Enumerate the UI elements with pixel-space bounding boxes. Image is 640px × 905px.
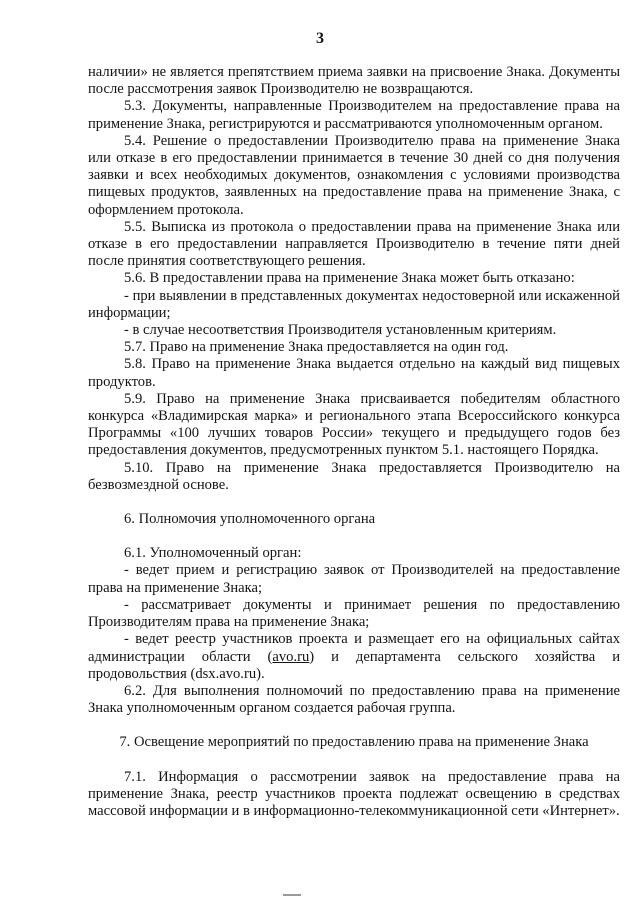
paragraph-5-5: 5.5. Выписка из протокола о предоставлении права на применение Знака или отказе в его предоставлении направляется Производителю в течение пяти дней после принятия соответствующего решения. — [88, 218, 620, 270]
paragraph-6-1-item-3 — [88, 631, 620, 683]
avo-link[interactable]: avo.ru — [272, 648, 310, 665]
paragraph-5-7: 5.7. Право на применение Знака предоставляется на один год. — [124, 339, 509, 356]
paragraph-5-6: 5.6. В предоставлении права на применение Знака может быть отказано: — [124, 270, 575, 287]
paragraph-5-9: 5.9. Право на применение Знака присваивается победителям областного конкурса «Владимирская марка» и регионального этапа Всероссийского конкурса Программы «100 лучших товаров России» текущего и предыдущего годов без предоставления документов, предусмотренных пунктом 5.1. настоящего Порядка. — [88, 390, 620, 459]
paragraph-6-1: 6.1. Уполномоченный орган: — [124, 545, 302, 562]
paragraph-6-1-item-1: - ведет прием и регистрацию заявок от Производителей на предоставление права на применение Знака; — [88, 562, 620, 596]
paragraph-5-6-item-1: - при выявлении в представленных документах недостоверной или искаженной информации; — [88, 287, 620, 321]
paragraph-7-1: 7.1. Информация о рассмотрении заявок на предоставление права на применение Знака, реестр участников проекта подлежат освещению в средствах массовой информации и в информационно-телекоммуникационной сети «Интернет». — [88, 768, 620, 819]
paragraph-5-8: 5.8. Право на применение Знака выдается отдельно на каждый вид пищевых продуктов. — [88, 356, 620, 390]
page-number: 3 — [316, 30, 324, 47]
paragraph-6-2: 6.2. Для выполнения полномочий по предоставлению права на применение Знака уполномоченным органом создается рабочая группа. — [88, 682, 620, 717]
document-body — [88, 64, 620, 820]
section-7-heading: 7. Освещение мероприятий по предоставлению права на применение Знака — [119, 734, 589, 751]
paragraph-5-4: 5.4. Решение о предоставлении Производителю права на применение Знака или отказе в его предоставлении принимается в течение 30 дней со дня получения заявки и всех необходимых документов, ознакомления с условиями производства пищевых продуктов, заявленных на предоставление права на применение Знака, с оформлением протокола. — [88, 132, 620, 218]
paragraph-5-6-item-2: - в случае несоответствия Производителя установленным критериям. — [124, 322, 557, 339]
paragraph-continuation: наличии» не является препятствием приема заявки на присвоение Знака. Документы после рассмотрения заявок Производителю не возвращаются. — [88, 64, 620, 98]
paragraph-6-1-item-3-pre: - ведет реестр участников проекта и размещает его на официальных сайтах администрации области ( — [88, 631, 620, 665]
paragraph-5-3: 5.3. Документы, направленные Производителем на предоставление права на применение Знака, регистрируются и рассматриваются уполномоченным органом. — [88, 98, 620, 132]
section-6-heading: 6. Полномочия уполномоченного органа — [124, 511, 376, 528]
paragraph-6-1-item-2: - рассматривает документы и принимает решения по предоставлению Производителям права на применение Знака; — [88, 596, 620, 631]
paragraph-5-10: 5.10. Право на применение Знака предоставляется Производителю на безвозмездной основе. — [88, 459, 620, 493]
paragraph-6-1-item-3-post: ) и департамента сельского хозяйства и продовольствия (dsx.avo.ru). — [88, 648, 621, 682]
scan-artifact — [283, 894, 301, 896]
